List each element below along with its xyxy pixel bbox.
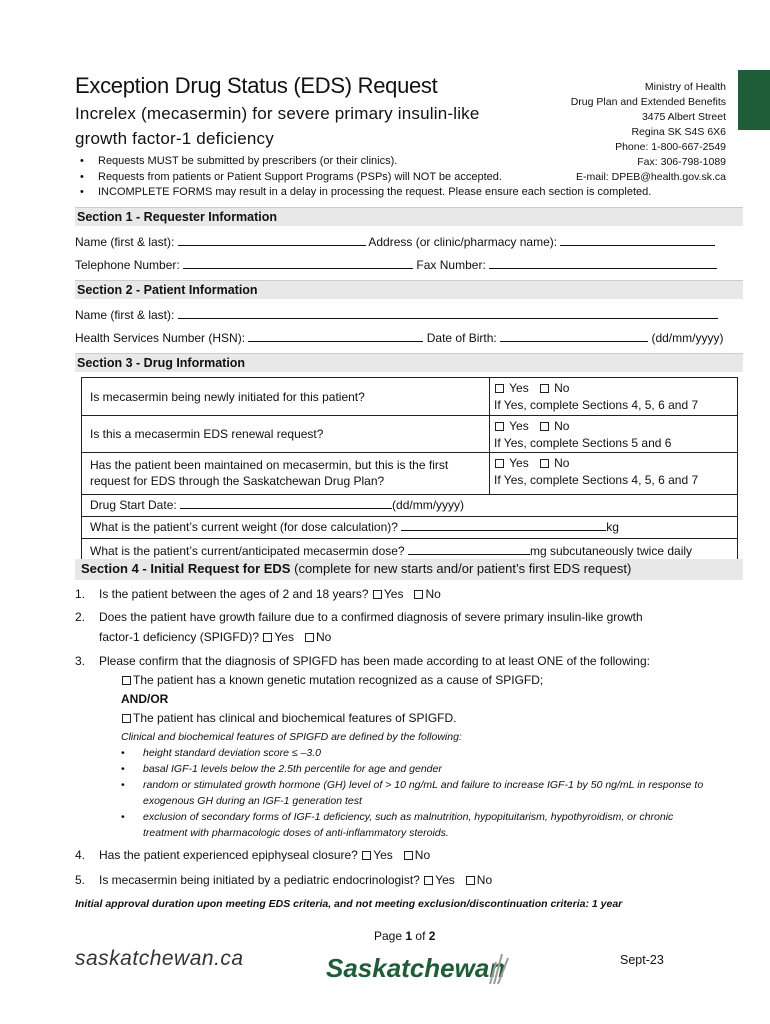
- no-label: No: [554, 419, 570, 433]
- form-date: Sept-23: [620, 953, 664, 967]
- criteria-item: • exclusion of secondary forms of IGF-1 deficiency, such as malnutrition, hypopituitarism, hypothyroidism, or chronic treatment with pharmacologic doses of anti-inflammatory steroids.: [121, 809, 715, 841]
- patient-name-field[interactable]: [178, 308, 718, 319]
- section4-note: (complete for new starts and/or patient’s first EDS request): [294, 561, 632, 576]
- section3-header: Section 3 - Drug Information: [75, 353, 743, 372]
- dose-label: What is the patient’s current/anticipated mecasermin dose?: [90, 544, 405, 558]
- dose-field[interactable]: [408, 544, 530, 555]
- q1-text: Is the patient between the ages of 2 and 18 years?: [99, 587, 369, 601]
- no-checkbox[interactable]: [414, 590, 423, 599]
- q2-row: 2. Does the patient have growth failure due to a confirmed diagnosis of severe primary insulin-like growth factor-1 deficiency (SPIGFD)? Yes No: [75, 610, 643, 644]
- table-row: [82, 453, 737, 495]
- start-date-format: (dd/mm/yyyy): [392, 498, 465, 512]
- ministry-branch: Drug Plan and Extended Benefits: [570, 96, 726, 108]
- question-new-initiation: Is mecasermin being newly initiated for this patient?: [82, 378, 490, 415]
- q4-row: 4. Has the patient experienced epiphyseal closure? Yes No: [75, 848, 431, 862]
- ministry-email: E-mail: DPEB@health.gov.sk.ca: [576, 171, 726, 183]
- clinical-checkbox[interactable]: [122, 714, 131, 723]
- q3-option-clinical: The patient has clinical and biochemical features of SPIGFD.: [133, 711, 457, 725]
- no-label: No: [414, 848, 431, 862]
- table-row: [82, 378, 737, 416]
- no-checkbox[interactable]: [466, 876, 475, 885]
- question-maintained: Has the patient been maintained on mecasermin, but this is the first request for EDS through the Saskatchewan Drug Plan?: [82, 453, 490, 494]
- form-subtitle-line2: growth factor-1 deficiency: [75, 129, 274, 148]
- drug-info-table: [81, 377, 738, 563]
- section1-header: Section 1 - Requester Information: [75, 207, 743, 226]
- yes-label: Yes: [509, 456, 529, 470]
- logo-wordmark: Saskatchewan: [326, 953, 506, 983]
- patient-hsn-field[interactable]: [248, 331, 423, 342]
- page-number: Page 1 of 2: [374, 929, 436, 943]
- yes-checkbox[interactable]: [373, 590, 382, 599]
- weight-field[interactable]: [401, 520, 606, 531]
- answer-note: If Yes, complete Sections 4, 5, 6 and 7: [494, 398, 699, 412]
- form-subtitle-line1: Increlex (mecasermin) for severe primary insulin-like: [75, 104, 480, 123]
- yes-checkbox[interactable]: [495, 384, 504, 393]
- q3-block: 3. Please confirm that the diagnosis of SPIGFD has been made according to at least ONE of the following: The patient has a known genetic mutation recognized as a cause of SPIGFD; AND/OR The patient has clinical and biochemical features of SPIGFD. Clinical and biochemical features of SPIGFD are defined by the following: • height standard deviation score ≤ –3.0 • basal IGF-1 levels below the 2.5th percentile for age and gender • random or stimulated growth hormone (GH) level of > 10 ng/mL and failure to increase IGF-1 by 50 ng/mL in response to exogenous GH during an IGF-1 generation test • exclusion of secondary forms of IGF-1 deficiency, such as malnutrition, hypopituitarism, hypothyroidism, or chronic treatment with pharmacologic doses of anti-inflammatory steroids.: [75, 652, 745, 841]
- patient-hsn-row: [75, 331, 723, 345]
- genetic-checkbox[interactable]: [122, 676, 131, 685]
- saskatchewan-logo: [326, 948, 516, 988]
- patient-name-label: Name (first & last):: [75, 308, 175, 322]
- requester-address-label: Address (or clinic/pharmacy name):: [368, 235, 558, 249]
- no-label: No: [554, 381, 570, 395]
- ministry-street: 3475 Albert Street: [641, 111, 726, 123]
- patient-dob-field[interactable]: [500, 331, 648, 342]
- answer-note: If Yes, complete Sections 4, 5, 6 and 7: [494, 473, 699, 487]
- ministry-fax: Fax: 306-798-1089: [637, 156, 726, 168]
- instruction-item: • INCOMPLETE FORMS may result in a delay in processing the request. Please ensure each section is completed.: [80, 185, 651, 201]
- table-row: [82, 495, 737, 517]
- start-date-field[interactable]: [180, 498, 392, 509]
- requester-phone-label: Telephone Number:: [75, 258, 180, 272]
- instruction-item: • Requests from patients or Patient Support Programs (PSPs) will NOT be accepted.: [80, 170, 651, 186]
- yes-checkbox[interactable]: [495, 459, 504, 468]
- requester-fax-label: Fax Number:: [416, 258, 486, 272]
- yes-label: Yes: [274, 630, 294, 644]
- criteria-definition: Clinical and biochemical features of SPIGFD are defined by the following:: [121, 731, 462, 743]
- start-date-row: [82, 495, 737, 516]
- yes-checkbox[interactable]: [362, 851, 371, 860]
- criteria-list: [75, 745, 715, 841]
- q3-option-genetic: The patient has a known genetic mutation recognized as a cause of SPIGFD;: [133, 673, 544, 687]
- answer-cell: [490, 416, 737, 452]
- weight-row: [82, 517, 737, 538]
- q5-text: Is mecasermin being initiated by a pediatric endocrinologist?: [99, 873, 420, 887]
- no-checkbox[interactable]: [540, 384, 549, 393]
- brand-tab: [738, 70, 770, 130]
- criteria-item: • basal IGF-1 levels below the 2.5th percentile for age and gender: [121, 761, 715, 777]
- dose-unit: mg subcutaneously twice daily: [529, 544, 693, 558]
- yes-label: Yes: [509, 381, 529, 395]
- answer-cell: [490, 378, 737, 415]
- requester-fax-field[interactable]: [489, 258, 717, 269]
- and-or-label: AND/OR: [121, 692, 169, 706]
- yes-label: Yes: [383, 587, 404, 601]
- ministry-phone: Phone: 1-800-667-2549: [615, 141, 726, 153]
- table-row: [82, 416, 737, 453]
- requester-address-field[interactable]: [560, 235, 715, 246]
- q2-text-cont: factor-1 deficiency (SPIGFD)?: [99, 630, 260, 644]
- answer-note: If Yes, complete Sections 5 and 6: [494, 436, 672, 450]
- criteria-item: • height standard deviation score ≤ –3.0: [121, 745, 715, 761]
- yes-label: Yes: [373, 848, 393, 862]
- question-renewal: Is this a mecasermin EDS renewal request?: [82, 416, 490, 452]
- criteria-item: • random or stimulated growth hormone (GH) level of > 10 ng/mL and failure to increase IGF-1 by 50 ng/mL in response to exogenous GH during an IGF-1 generation test: [121, 777, 715, 809]
- requester-name-row: [75, 235, 715, 249]
- start-date-label: Drug Start Date:: [90, 498, 177, 512]
- no-checkbox[interactable]: [305, 633, 314, 642]
- q5-row: 5. Is mecasermin being initiated by a pediatric endocrinologist? Yes No: [75, 873, 493, 887]
- yes-checkbox[interactable]: [263, 633, 272, 642]
- instruction-item: • Requests MUST be submitted by prescribers (or their clinics).: [80, 154, 651, 170]
- answer-cell: [490, 453, 737, 494]
- website-link[interactable]: saskatchewan.ca: [75, 947, 244, 970]
- approval-duration-note: Initial approval duration upon meeting EDS criteria, and not meeting exclusion/discontinuation criteria: 1 year: [75, 898, 623, 910]
- instructions-list: [80, 154, 651, 201]
- patient-name-row: [75, 308, 718, 322]
- yes-checkbox[interactable]: [424, 876, 433, 885]
- no-label: No: [554, 456, 570, 470]
- no-label: No: [476, 873, 493, 887]
- section4-header: [75, 559, 743, 580]
- q4-text: Has the patient experienced epiphyseal closure?: [99, 848, 358, 862]
- q3-text: Please confirm that the diagnosis of SPIGFD has been made according to at least ONE of the following:: [99, 654, 650, 668]
- weight-unit: kg: [606, 520, 619, 534]
- no-label: No: [425, 587, 441, 601]
- yes-label: Yes: [509, 419, 529, 433]
- no-label: No: [316, 630, 332, 644]
- q2-text: Does the patient have growth failure due to a confirmed diagnosis of severe primary insulin-like growth: [99, 610, 643, 624]
- patient-dob-label: Date of Birth:: [426, 331, 497, 345]
- requester-phone-field[interactable]: [183, 258, 413, 269]
- weight-label: What is the patient’s current weight (for dose calculation)?: [90, 520, 398, 534]
- yes-label: Yes: [435, 873, 455, 887]
- no-checkbox[interactable]: [540, 459, 549, 468]
- section4-title: Section 4 - Initial Request for EDS: [81, 561, 291, 576]
- no-checkbox[interactable]: [404, 851, 413, 860]
- requester-name-label: Name (first & last):: [75, 235, 175, 249]
- dob-format-hint: (dd/mm/yyyy): [651, 331, 724, 345]
- section2-header: Section 2 - Patient Information: [75, 280, 743, 299]
- no-checkbox[interactable]: [540, 422, 549, 431]
- yes-checkbox[interactable]: [495, 422, 504, 431]
- ministry-city: Regina SK S4S 6X6: [631, 126, 726, 138]
- requester-name-field[interactable]: [178, 235, 366, 246]
- q1-row: 1. Is the patient between the ages of 2 and 18 years? Yes No: [75, 587, 441, 601]
- form-title: Exception Drug Status (EDS) Request: [75, 73, 438, 98]
- table-row: [82, 517, 737, 539]
- requester-phone-row: [75, 258, 717, 272]
- patient-hsn-label: Health Services Number (HSN):: [75, 331, 246, 345]
- ministry-name: Ministry of Health: [644, 81, 726, 93]
